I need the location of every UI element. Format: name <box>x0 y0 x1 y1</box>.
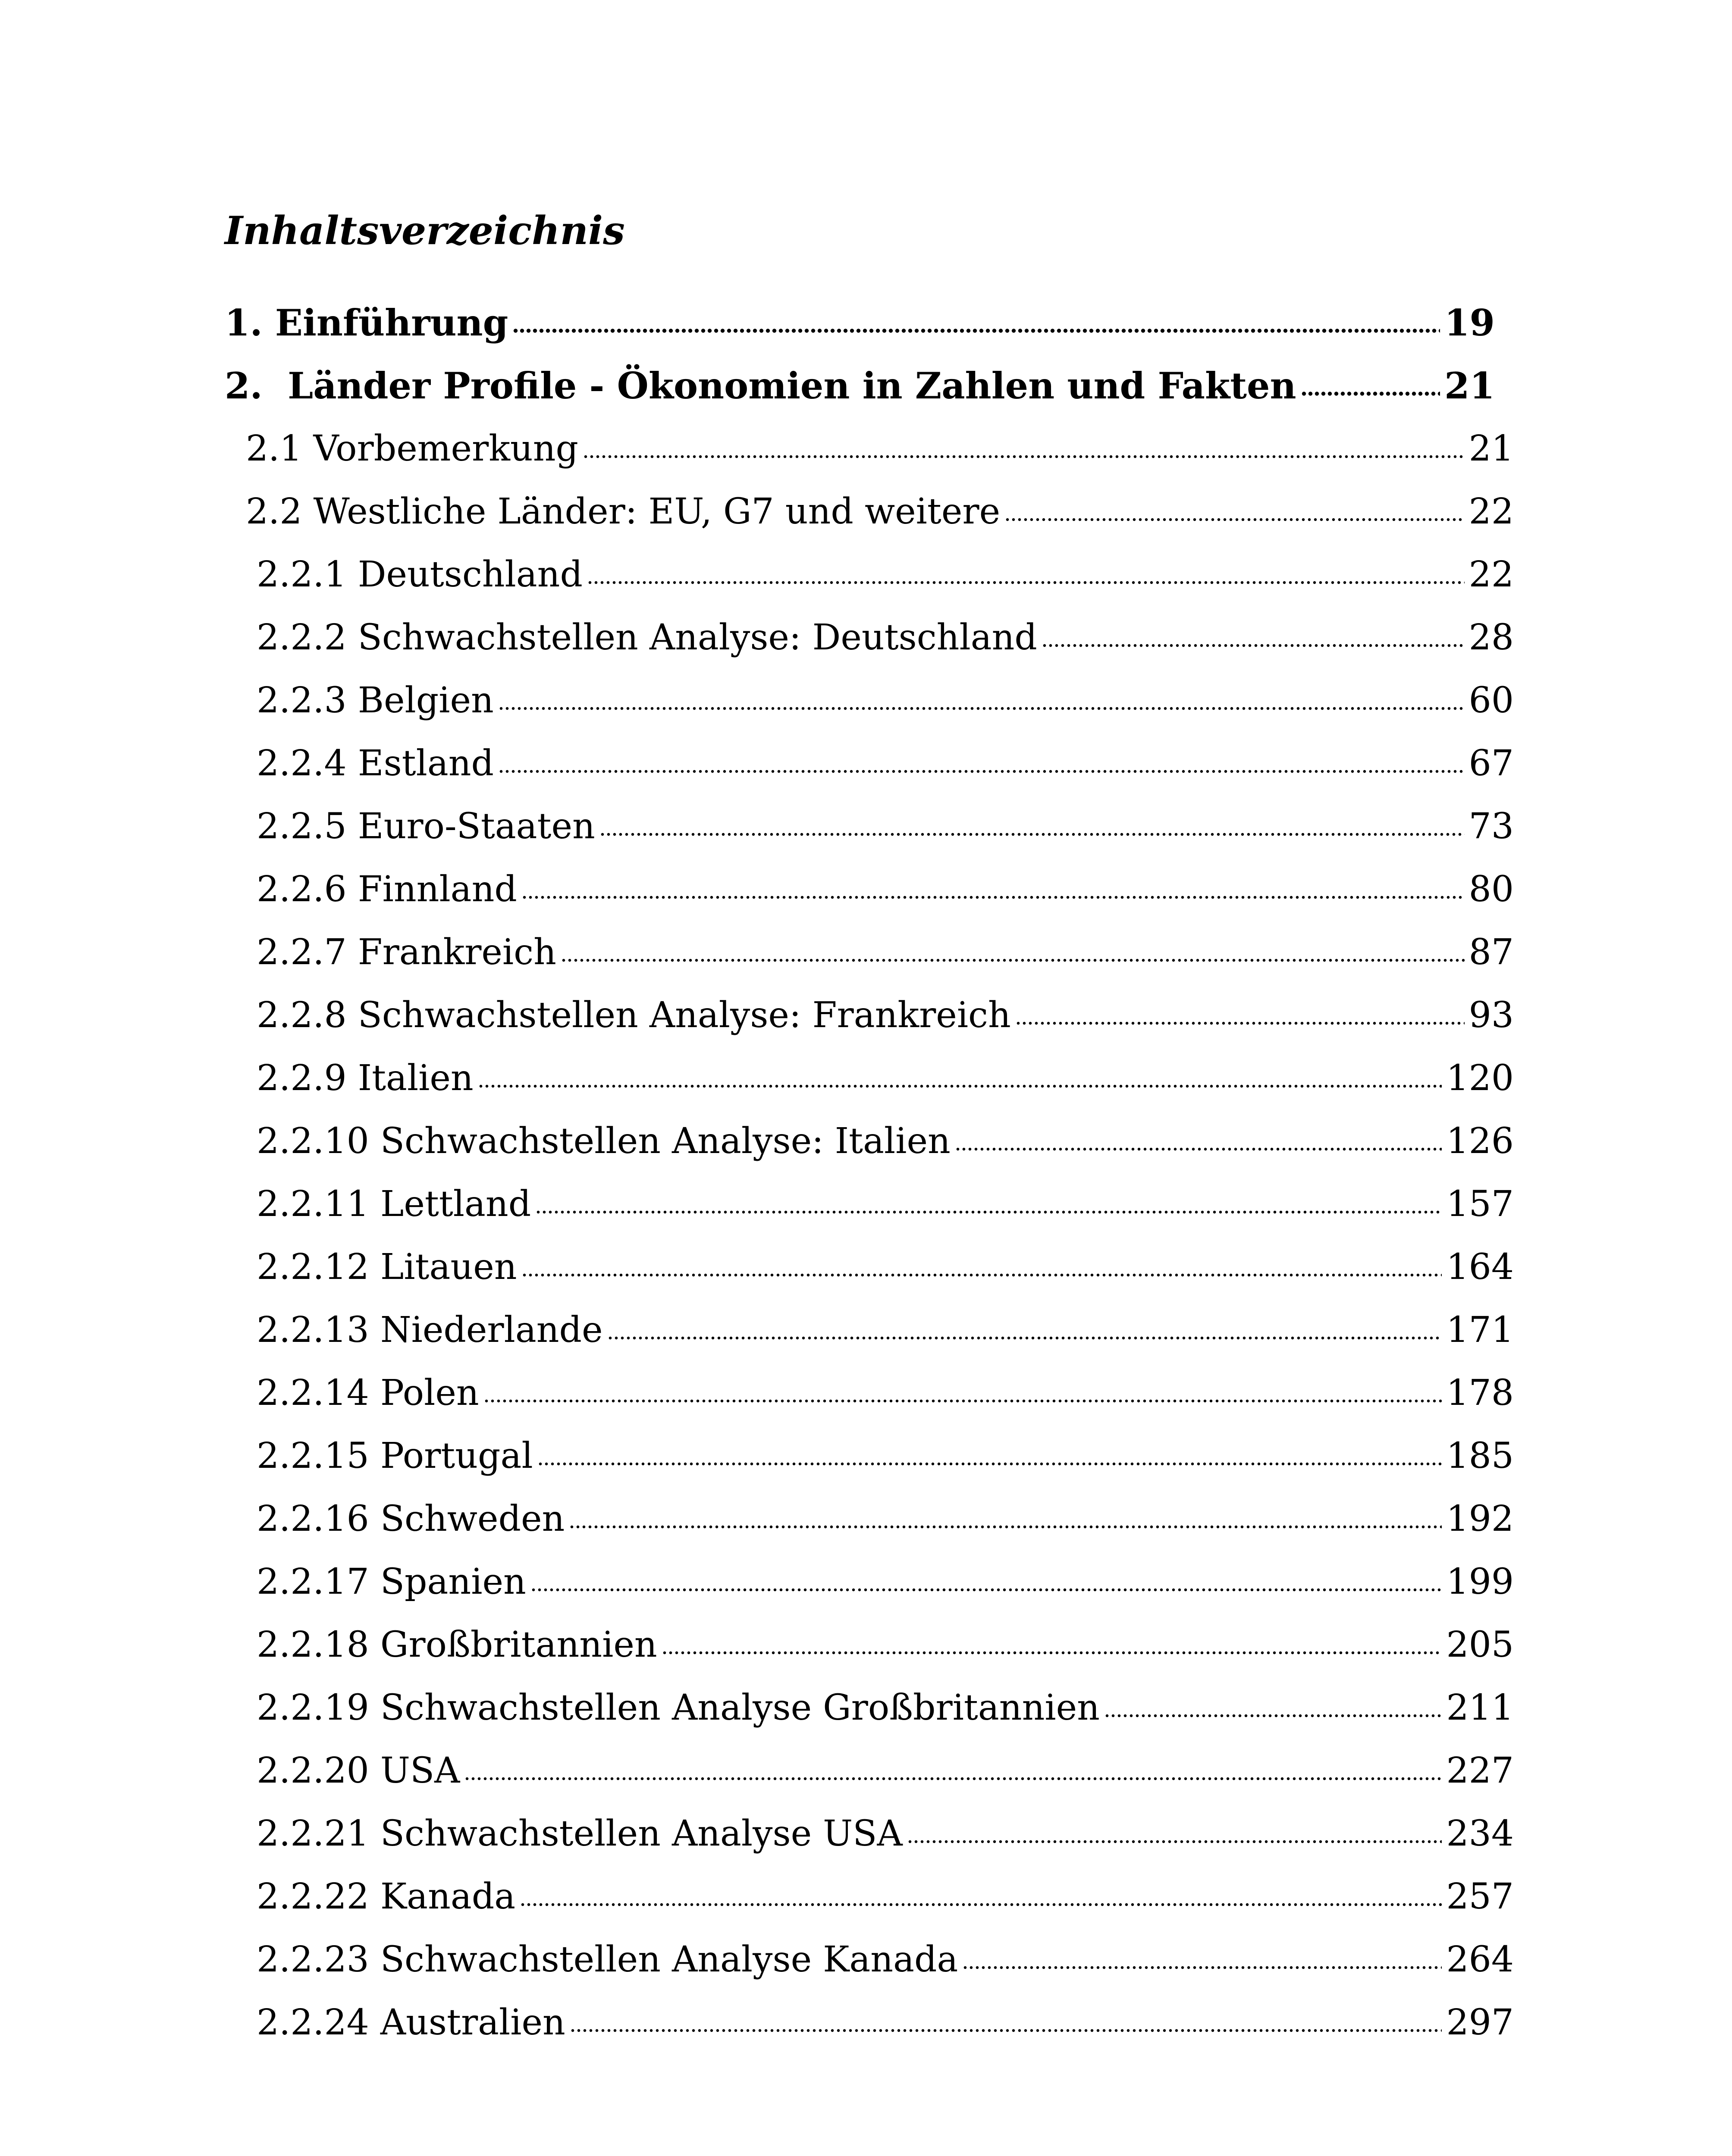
dot-leader <box>520 1900 1442 1909</box>
toc-entry-2-2-13[interactable] <box>257 1298 1514 1361</box>
toc-entry-label: 2.2.14 Polen <box>257 1372 479 1413</box>
toc-entry-2-2-23[interactable] <box>257 1928 1514 1991</box>
toc-entry-label: 2.2.20 USA <box>257 1750 460 1791</box>
toc-entry-label: 2.2.23 Schwachstellen Analyse Kanada <box>257 1939 958 1980</box>
toc-entry-page: 126 <box>1446 1120 1514 1162</box>
toc-entry-page: 73 <box>1468 805 1514 847</box>
toc-entry-page: 192 <box>1446 1498 1514 1539</box>
dot-leader <box>1042 641 1465 650</box>
toc-entry-label: 2.1 Vorbemerkung <box>246 428 579 469</box>
toc-entry-label: 2.2.2 Schwachstellen Analyse: Deutschland <box>257 617 1037 658</box>
dot-leader <box>521 893 1465 902</box>
toc-entry-2-2-14[interactable] <box>257 1361 1514 1424</box>
toc-entry-page: 19 <box>1444 301 1495 344</box>
toc-entry-2-2-3[interactable] <box>257 669 1514 732</box>
toc-entry-2-2-20[interactable] <box>257 1739 1514 1802</box>
dot-leader <box>570 2026 1442 2035</box>
toc-entry-page: 21 <box>1444 364 1495 407</box>
toc-entry-2-2-19[interactable] <box>257 1676 1514 1739</box>
toc-entry-2-2-9[interactable] <box>257 1047 1514 1109</box>
toc-title: Inhaltsverzeichnis <box>225 208 625 254</box>
toc-entry-page: 80 <box>1468 868 1514 910</box>
dot-leader <box>1015 1019 1465 1028</box>
toc-entry-page: 227 <box>1446 1750 1514 1791</box>
dot-leader <box>521 1271 1442 1279</box>
dot-leader <box>569 1523 1442 1531</box>
toc-entry-2-2-15[interactable] <box>257 1424 1514 1487</box>
toc-entry-page: 21 <box>1468 428 1514 469</box>
toc-entry-page: 67 <box>1468 743 1514 784</box>
toc-entry-page: 164 <box>1446 1246 1514 1288</box>
dot-leader <box>535 1208 1442 1216</box>
dot-leader <box>662 1648 1442 1657</box>
toc-entry-label: 2.2.11 Lettland <box>257 1183 531 1225</box>
toc-entry-label: 2. Länder Profile - Ökonomien in Zahlen und Fakten <box>225 364 1296 407</box>
toc-entry-2-2-21[interactable] <box>257 1802 1514 1865</box>
toc-entry-2-2-24[interactable] <box>257 1991 1514 2054</box>
toc-entry-page: 28 <box>1468 617 1514 658</box>
toc-entry-page: 22 <box>1468 554 1514 595</box>
dot-leader <box>498 767 1465 776</box>
toc-entry-label: 2.2.8 Schwachstellen Analyse: Frankreich <box>257 994 1011 1036</box>
toc-entry-page: 93 <box>1468 994 1514 1036</box>
dot-leader <box>483 1397 1442 1405</box>
toc-entry-label: 2.2.17 Spanien <box>257 1561 526 1602</box>
toc-entry-label: 2.2.3 Belgien <box>257 680 494 721</box>
toc-entry-label: 2.2.1 Deutschland <box>257 554 583 595</box>
dot-leader <box>1004 515 1465 524</box>
dot-leader <box>478 1082 1442 1091</box>
toc-entry-page: 178 <box>1446 1372 1514 1413</box>
toc-entry-label: 2.2.15 Portugal <box>257 1435 533 1476</box>
dot-leader <box>583 452 1465 461</box>
toc-entry-label: 2.2.5 Euro-Staaten <box>257 805 595 847</box>
toc-entry-1[interactable] <box>225 291 1495 354</box>
toc-entry-2-2-8[interactable] <box>257 984 1514 1047</box>
toc-entry-label: 2.2.24 Australien <box>257 2002 565 2043</box>
toc-entry-2-2-22[interactable] <box>257 1865 1514 1928</box>
dot-leader <box>587 578 1465 587</box>
dot-leader <box>537 1460 1442 1468</box>
toc-entry-page: 199 <box>1446 1561 1514 1602</box>
toc-entry-2-2-2[interactable] <box>257 606 1514 669</box>
toc-entry-2-2-12[interactable] <box>257 1235 1514 1298</box>
toc-entry-2-2-18[interactable] <box>257 1613 1514 1676</box>
toc-entry-label: 2.2.18 Großbritannien <box>257 1624 657 1665</box>
toc-entry-label: 2.2.7 Frankreich <box>257 931 556 973</box>
toc-entry-label: 2.2.16 Schweden <box>257 1498 565 1539</box>
dot-leader <box>907 1837 1442 1846</box>
dot-leader <box>1104 1711 1442 1720</box>
toc-entry-page: 257 <box>1446 1876 1514 1917</box>
toc-entry-label: 2.2.13 Niederlande <box>257 1309 603 1351</box>
dot-leader <box>1301 389 1440 398</box>
toc-entry-2-2-5[interactable] <box>257 795 1514 858</box>
toc-entry-page: 120 <box>1446 1057 1514 1099</box>
toc-entry-2-2-4[interactable] <box>257 732 1514 795</box>
dot-leader <box>464 1774 1442 1783</box>
toc-entry-label: 2.2.22 Kanada <box>257 1876 516 1917</box>
toc-entry-page: 87 <box>1468 931 1514 973</box>
dot-leader <box>962 1963 1442 1972</box>
dot-leader <box>530 1586 1442 1594</box>
toc-entry-label: 2.2.21 Schwachstellen Analyse USA <box>257 1813 903 1854</box>
toc-entry-label: 2.2 Westliche Länder: EU, G7 und weitere <box>246 491 1001 532</box>
dot-leader <box>955 1145 1442 1153</box>
toc-entry-2-2-10[interactable] <box>257 1109 1514 1172</box>
toc-entry-2[interactable] <box>225 354 1495 417</box>
dot-leader <box>599 830 1465 839</box>
dot-leader <box>561 956 1465 965</box>
toc-entry-page: 185 <box>1446 1435 1514 1476</box>
toc-entry-page: 205 <box>1446 1624 1514 1665</box>
toc-entry-label: 2.2.4 Estland <box>257 743 494 784</box>
dot-leader <box>498 704 1465 713</box>
toc-entry-2-2-11[interactable] <box>257 1172 1514 1235</box>
toc-entry-page: 60 <box>1468 680 1514 721</box>
toc-entry-2-2[interactable] <box>246 480 1514 543</box>
toc-entry-page: 234 <box>1446 1813 1514 1854</box>
toc-entry-2-2-1[interactable] <box>257 543 1514 606</box>
toc-entry-page: 264 <box>1446 1939 1514 1980</box>
toc-entry-label: 1. Einführung <box>225 301 508 344</box>
toc-entry-2-1[interactable] <box>246 417 1514 480</box>
toc-entry-label: 2.2.6 Finnland <box>257 868 517 910</box>
toc-entry-2-2-16[interactable] <box>257 1487 1514 1550</box>
toc-entry-page: 157 <box>1446 1183 1514 1225</box>
toc-entry-label: 2.2.10 Schwachstellen Analyse: Italien <box>257 1120 951 1162</box>
toc-entry-page: 297 <box>1446 2002 1514 2043</box>
toc-entry-2-2-6[interactable] <box>257 858 1514 921</box>
toc-entry-label: 2.2.12 Litauen <box>257 1246 517 1288</box>
toc-entry-2-2-7[interactable] <box>257 921 1514 984</box>
toc-entry-page: 22 <box>1468 491 1514 532</box>
dot-leader <box>512 326 1440 335</box>
toc-entry-page: 211 <box>1446 1687 1514 1728</box>
toc-entry-label: 2.2.19 Schwachstellen Analyse Großbritannien <box>257 1687 1100 1728</box>
dot-leader <box>607 1334 1442 1342</box>
toc-entry-page: 171 <box>1446 1309 1514 1351</box>
toc-entry-2-2-17[interactable] <box>257 1550 1514 1613</box>
toc-entry-label: 2.2.9 Italien <box>257 1057 474 1099</box>
